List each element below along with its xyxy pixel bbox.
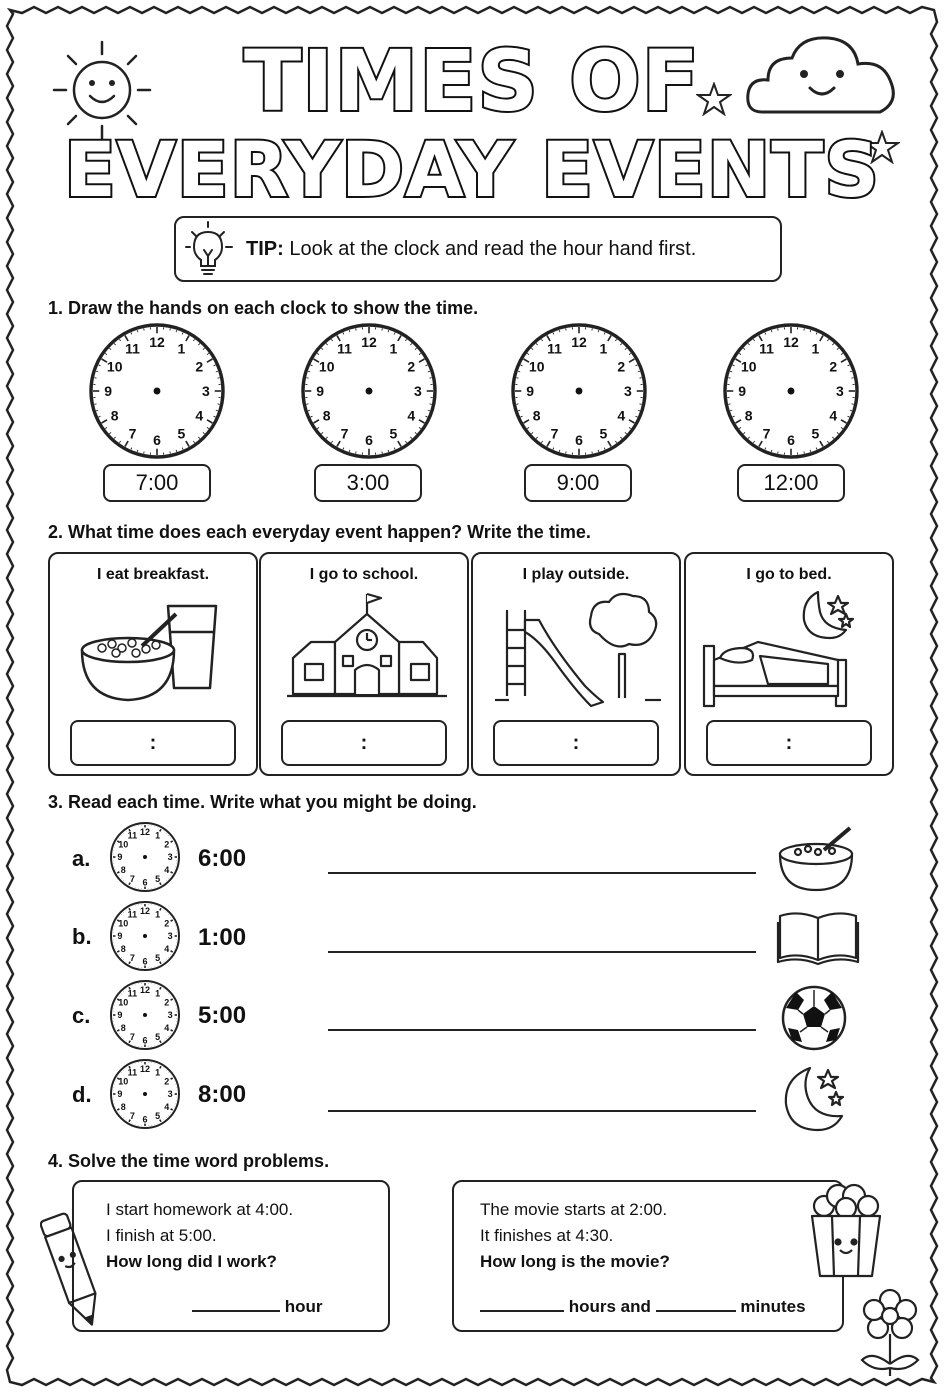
soccer-ball-icon bbox=[780, 984, 848, 1052]
clock-tick bbox=[137, 330, 138, 332]
clock-number: 9 bbox=[117, 931, 123, 942]
clock-number: 10 bbox=[318, 358, 335, 375]
clock-tick bbox=[598, 450, 599, 452]
clock-tick bbox=[117, 1109, 119, 1110]
clock-tick bbox=[117, 951, 119, 952]
word-problem-1 bbox=[72, 1180, 390, 1332]
clock-number: 11 bbox=[337, 340, 352, 357]
clock-tick bbox=[171, 841, 173, 842]
clock-number: 11 bbox=[127, 988, 138, 999]
clock-number: 2 bbox=[164, 839, 170, 850]
clock-center bbox=[154, 388, 161, 395]
playground-icon bbox=[495, 590, 663, 708]
flower-icon bbox=[854, 1288, 926, 1380]
clock-tick bbox=[117, 872, 119, 873]
clock-number: 11 bbox=[547, 340, 562, 357]
clock-number: 4 bbox=[617, 407, 626, 424]
clock-tick bbox=[771, 330, 772, 332]
clock-number: 11 bbox=[125, 340, 140, 357]
clock-tick bbox=[638, 371, 640, 372]
clock-number: 5 bbox=[389, 425, 398, 442]
clock-tick bbox=[518, 410, 520, 411]
clock-number: 7 bbox=[129, 874, 135, 885]
answer-line[interactable] bbox=[328, 1110, 756, 1112]
clock-number: 10 bbox=[118, 1076, 129, 1087]
clock-tick bbox=[349, 330, 350, 332]
clock-tick bbox=[810, 450, 811, 452]
answer-line[interactable] bbox=[328, 872, 756, 874]
event-label: I eat breakfast. bbox=[96, 566, 210, 583]
clock-number: 1 bbox=[811, 340, 820, 357]
question-3-heading: 3. Read each time. Write what you might be doing. bbox=[48, 792, 477, 812]
clock-face[interactable] bbox=[108, 1057, 182, 1131]
clock-number: 2 bbox=[164, 918, 170, 929]
clock-number: 7 bbox=[550, 425, 559, 442]
clock-number: 5 bbox=[155, 1032, 161, 1043]
clock-tick bbox=[518, 371, 520, 372]
clock-number: 5 bbox=[811, 425, 820, 442]
event-card-school bbox=[259, 552, 469, 776]
clock-number: 2 bbox=[164, 1076, 170, 1087]
clock-number: 2 bbox=[829, 358, 838, 375]
clock-tick bbox=[171, 872, 173, 873]
clock-number: 10 bbox=[118, 839, 129, 850]
clock-number: 9 bbox=[104, 383, 113, 400]
answer-blank[interactable] bbox=[480, 1296, 564, 1312]
lightbulb-icon bbox=[180, 220, 236, 280]
clock-tick bbox=[559, 330, 560, 332]
clock-number: 9 bbox=[738, 383, 747, 400]
clock-number: 11 bbox=[127, 1067, 138, 1078]
row-letter: d. bbox=[72, 1082, 92, 1107]
clock-face[interactable] bbox=[722, 322, 860, 460]
row-time: 6:00 bbox=[198, 845, 247, 872]
problem-line: I start homework at 4:00. bbox=[106, 1200, 294, 1219]
clock-tick bbox=[349, 450, 350, 452]
answer-box[interactable]: : bbox=[281, 720, 447, 766]
clock-tick bbox=[428, 371, 430, 372]
clock-tick bbox=[171, 951, 173, 952]
clock-tick bbox=[428, 410, 430, 411]
answer-line[interactable] bbox=[328, 951, 756, 953]
time-box: 7:00 bbox=[103, 464, 211, 502]
clock-face[interactable] bbox=[300, 322, 438, 460]
clock-number: 6 bbox=[142, 877, 148, 888]
clock-number: 8 bbox=[120, 864, 126, 875]
clock-tick bbox=[171, 920, 173, 921]
clock-number: 4 bbox=[829, 407, 838, 424]
clock-number: 2 bbox=[195, 358, 204, 375]
clock-number: 5 bbox=[599, 425, 608, 442]
clock-number: 9 bbox=[117, 852, 123, 863]
clock-number: 1 bbox=[155, 909, 161, 920]
clock-number: 3 bbox=[623, 383, 632, 400]
question-2-heading: 2. What time does each everyday event happen? Write the time. bbox=[48, 522, 591, 542]
clock-tick bbox=[137, 450, 138, 452]
clock-face[interactable] bbox=[108, 978, 182, 1052]
clock-tick bbox=[176, 330, 177, 332]
clock-center bbox=[788, 388, 795, 395]
time-box: 3:00 bbox=[314, 464, 422, 502]
cereal-bowl-icon bbox=[776, 824, 860, 894]
clock-number: 7 bbox=[129, 1111, 135, 1122]
clock-number: 2 bbox=[617, 358, 626, 375]
clock-number: 6 bbox=[142, 1035, 148, 1046]
word-problem-2 bbox=[452, 1180, 844, 1332]
event-label: I go to school. bbox=[309, 566, 419, 583]
clock-tick bbox=[638, 410, 640, 411]
time-box: 9:00 bbox=[524, 464, 632, 502]
clock-center bbox=[143, 1013, 147, 1017]
event-card-breakfast bbox=[48, 552, 258, 776]
clock-number: 5 bbox=[155, 953, 161, 964]
clock-tick bbox=[559, 450, 560, 452]
clock-number: 3 bbox=[167, 852, 173, 863]
clock-tick bbox=[388, 330, 389, 332]
clock-number: 1 bbox=[389, 340, 398, 357]
row-time: 5:00 bbox=[198, 1002, 247, 1029]
school-icon bbox=[287, 590, 447, 702]
clock-tick bbox=[216, 410, 218, 411]
clock-number: 4 bbox=[407, 407, 416, 424]
row-letter: b. bbox=[72, 924, 92, 949]
clock-number: 2 bbox=[164, 997, 170, 1008]
clock-number: 4 bbox=[164, 943, 170, 954]
clock-face[interactable] bbox=[88, 322, 226, 460]
clock-number: 6 bbox=[153, 431, 161, 448]
unit-label: hours and bbox=[568, 1297, 651, 1316]
clock-number: 3 bbox=[835, 383, 844, 400]
clock-number: 1 bbox=[599, 340, 608, 357]
title-line-2: EVERYDAY EVENTS bbox=[63, 125, 880, 214]
clock-number: 12 bbox=[783, 334, 799, 351]
clock-tick bbox=[216, 371, 218, 372]
event-card-playground bbox=[471, 552, 681, 776]
clock-number: 10 bbox=[118, 918, 129, 929]
problem-line: It finishes at 4:30. bbox=[480, 1226, 614, 1245]
row-time: 1:00 bbox=[198, 924, 247, 951]
clock-number: 12 bbox=[139, 827, 151, 838]
question-4-heading: 4. Solve the time word problems. bbox=[48, 1151, 330, 1171]
popcorn-icon bbox=[804, 1182, 888, 1282]
clock-number: 3 bbox=[167, 931, 173, 942]
clock-number: 8 bbox=[120, 1101, 126, 1112]
clock-number: 4 bbox=[164, 864, 170, 875]
clock-face[interactable] bbox=[510, 322, 648, 460]
clock-tick bbox=[730, 410, 732, 411]
clock-number: 4 bbox=[164, 1101, 170, 1112]
clock-number: 7 bbox=[128, 425, 137, 442]
clock-number: 12 bbox=[139, 906, 151, 917]
row-time: 8:00 bbox=[198, 1081, 247, 1108]
clock-number: 7 bbox=[129, 1032, 135, 1043]
answer-box[interactable]: : bbox=[493, 720, 659, 766]
clock-tick bbox=[308, 410, 310, 411]
clock-number: 12 bbox=[361, 334, 377, 351]
clock-number: 8 bbox=[322, 407, 331, 424]
time-box: 12:00 bbox=[737, 464, 845, 502]
clock-number: 9 bbox=[117, 1010, 123, 1021]
tip-content: Look at the clock and read the hour hand first. bbox=[289, 238, 697, 260]
clock-number: 9 bbox=[316, 383, 325, 400]
clock-tick bbox=[171, 1109, 173, 1110]
unit-label: hour bbox=[284, 1297, 323, 1316]
clock-number: 9 bbox=[117, 1089, 123, 1100]
answer-blank[interactable] bbox=[192, 1296, 280, 1312]
clock-number: 7 bbox=[129, 953, 135, 964]
problem-question: How long did I work? bbox=[106, 1252, 277, 1271]
clock-number: 1 bbox=[155, 830, 161, 841]
clock-tick bbox=[308, 371, 310, 372]
clock-number: 6 bbox=[365, 431, 373, 448]
clock-number: 10 bbox=[740, 358, 757, 375]
question-1-heading: 1. Draw the hands on each clock to show the time. bbox=[48, 298, 479, 318]
clock-number: 7 bbox=[762, 425, 771, 442]
clock-tick bbox=[850, 410, 852, 411]
clock-tick bbox=[171, 1078, 173, 1079]
clock-number: 12 bbox=[139, 1064, 151, 1075]
clock-number: 9 bbox=[526, 383, 535, 400]
clock-tick bbox=[810, 330, 811, 332]
bed-icon bbox=[698, 586, 884, 710]
event-card-bed bbox=[684, 552, 894, 776]
tip-label: TIP: bbox=[246, 238, 284, 260]
clock-number: 5 bbox=[155, 1111, 161, 1122]
clock-number: 6 bbox=[787, 431, 795, 448]
title-line-1: TIMES OF bbox=[243, 32, 701, 130]
clock-center bbox=[366, 388, 373, 395]
clock-number: 11 bbox=[127, 830, 138, 841]
clock-center bbox=[143, 1092, 147, 1096]
clock-number: 8 bbox=[120, 1022, 126, 1033]
clock-number: 12 bbox=[149, 334, 165, 351]
clock-number: 8 bbox=[744, 407, 753, 424]
clock-number: 4 bbox=[164, 1022, 170, 1033]
clock-number: 5 bbox=[177, 425, 186, 442]
clock-number: 3 bbox=[167, 1010, 173, 1021]
clock-number: 6 bbox=[142, 956, 148, 967]
clock-number: 2 bbox=[407, 358, 416, 375]
clock-tick bbox=[96, 410, 98, 411]
clock-face[interactable] bbox=[108, 899, 182, 973]
problem-line: I finish at 5:00. bbox=[106, 1226, 217, 1245]
tip-text bbox=[246, 238, 696, 261]
clock-tick bbox=[176, 450, 177, 452]
clock-number: 5 bbox=[155, 874, 161, 885]
clock-center bbox=[143, 855, 147, 859]
clock-number: 7 bbox=[340, 425, 349, 442]
clock-number: 1 bbox=[155, 1067, 161, 1078]
problem-line: The movie starts at 2:00. bbox=[480, 1200, 668, 1219]
row-letter: a. bbox=[72, 846, 91, 871]
book-icon bbox=[776, 908, 860, 966]
clock-number: 3 bbox=[201, 383, 210, 400]
clock-number: 11 bbox=[127, 909, 138, 920]
clock-number: 1 bbox=[155, 988, 161, 999]
clock-tick bbox=[771, 450, 772, 452]
row-letter: c. bbox=[72, 1003, 91, 1028]
clock-number: 6 bbox=[142, 1114, 148, 1125]
answer-box[interactable]: : bbox=[706, 720, 872, 766]
clock-center bbox=[576, 388, 583, 395]
clock-number: 1 bbox=[177, 340, 186, 357]
clock-number: 4 bbox=[195, 407, 204, 424]
clock-tick bbox=[730, 371, 732, 372]
clock-number: 10 bbox=[118, 997, 129, 1008]
answer-box[interactable]: : bbox=[70, 720, 236, 766]
clock-number: 11 bbox=[759, 340, 774, 357]
clock-number: 8 bbox=[120, 943, 126, 954]
moon-stars-icon bbox=[780, 1062, 848, 1134]
clock-number: 10 bbox=[106, 358, 123, 375]
clock-tick bbox=[388, 450, 389, 452]
breakfast-icon bbox=[76, 598, 236, 708]
clock-tick bbox=[171, 1030, 173, 1031]
clock-number: 12 bbox=[139, 985, 151, 996]
clock-tick bbox=[117, 1030, 119, 1031]
clock-face[interactable] bbox=[108, 820, 182, 894]
clock-tick bbox=[96, 371, 98, 372]
clock-number: 3 bbox=[167, 1089, 173, 1100]
clock-tick bbox=[850, 371, 852, 372]
problem-question: How long is the movie? bbox=[480, 1252, 670, 1271]
answer-line[interactable] bbox=[328, 1029, 756, 1031]
clock-number: 12 bbox=[571, 334, 587, 351]
clock-number: 10 bbox=[528, 358, 545, 375]
clock-tick bbox=[598, 330, 599, 332]
event-label: I play outside. bbox=[522, 566, 630, 583]
clock-number: 6 bbox=[575, 431, 583, 448]
clock-number: 8 bbox=[532, 407, 541, 424]
clock-number: 3 bbox=[413, 383, 422, 400]
unit-label: minutes bbox=[740, 1297, 806, 1316]
clock-tick bbox=[171, 999, 173, 1000]
answer-blank[interactable] bbox=[656, 1296, 736, 1312]
clock-center bbox=[143, 934, 147, 938]
event-label: I go to bed. bbox=[746, 566, 832, 583]
clock-number: 8 bbox=[110, 407, 119, 424]
